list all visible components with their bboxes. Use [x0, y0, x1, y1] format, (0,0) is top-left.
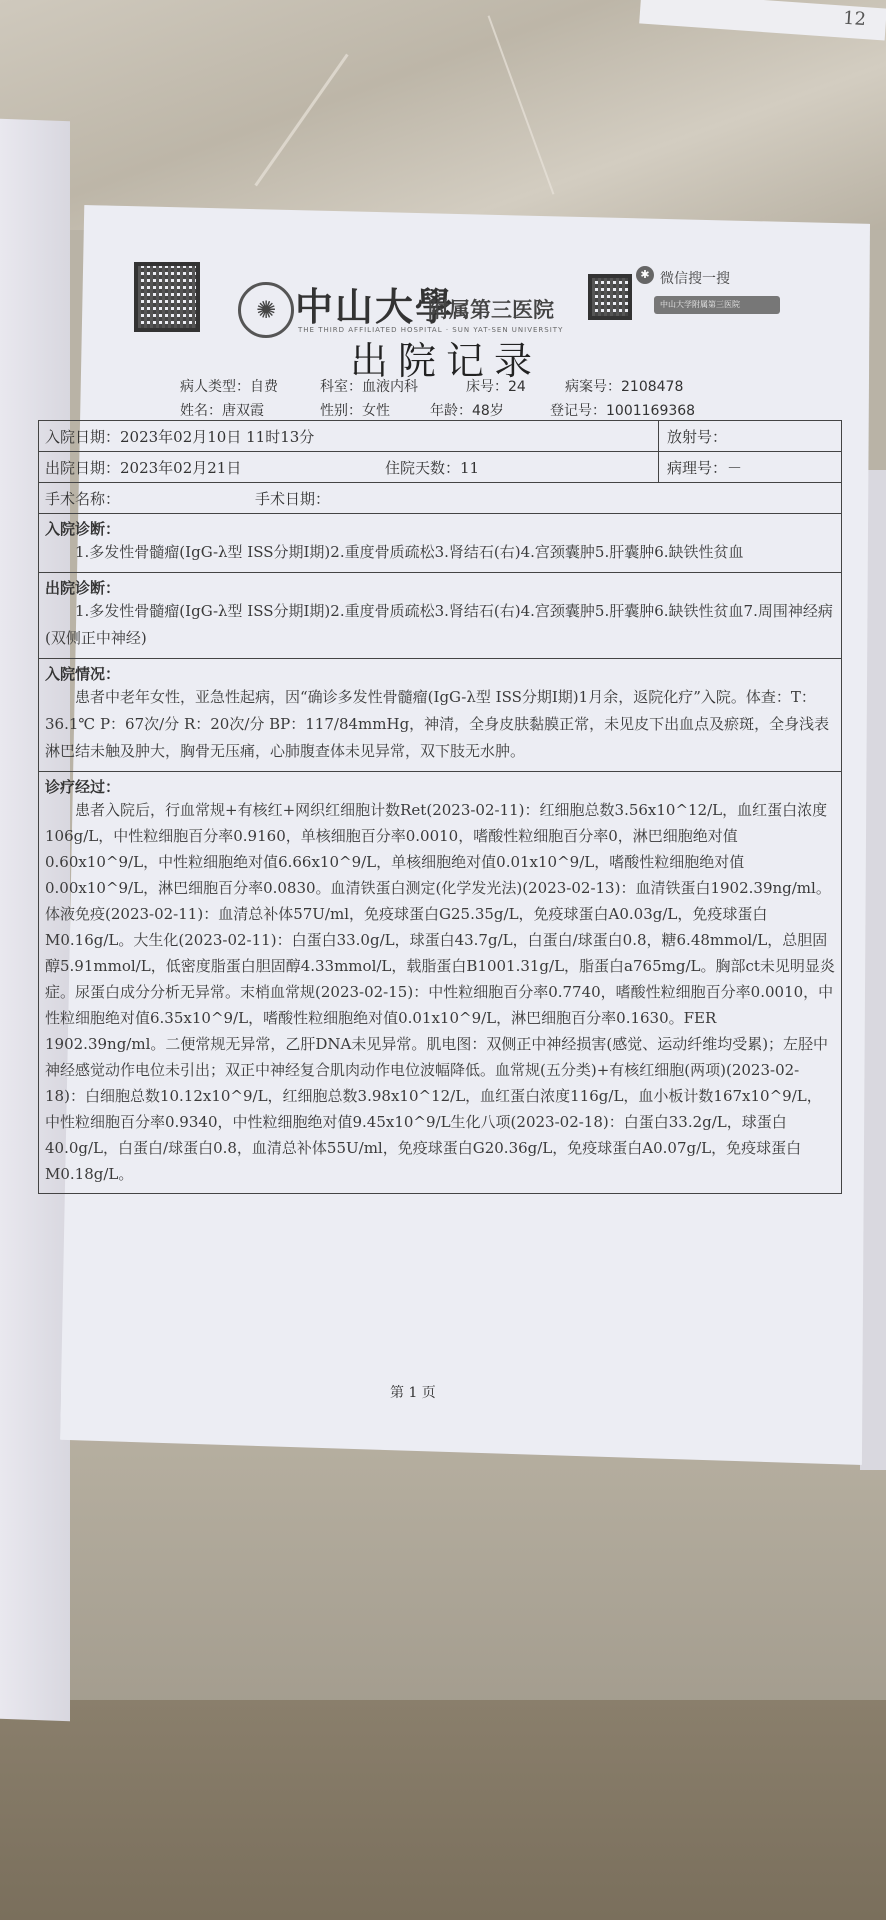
- treatment-course-heading: 诊疗经过：: [45, 778, 121, 796]
- treatment-course: [39, 772, 841, 1193]
- table-surface-top: [0, 0, 886, 230]
- handwriting: 12: [842, 7, 867, 31]
- admission-status-heading: 入院情况：: [45, 665, 121, 683]
- discharge-date: 出院日期：2023年02月21日: [45, 458, 242, 477]
- discharge-row: [39, 452, 841, 483]
- admission-diagnosis-body: 1.多发性骨髓瘤(IgG-λ型 ISS分期Ⅰ期)2.重度骨质疏松3.肾结石(右)4.宫颈囊肿5.肝囊肿6.缺铁性贫血: [75, 543, 744, 561]
- patient-type: 病人类型：自费: [180, 379, 278, 395]
- bed-number: 床号：24: [466, 379, 526, 395]
- record-table: [38, 420, 842, 1194]
- discharge-diagnosis-heading: 出院诊断：: [45, 579, 121, 597]
- treatment-course-body: 患者入院后，行血常规+有核红+网织红细胞计数Ret(2023-02-11)：红细胞总数3.56x10^12/L，血红蛋白浓度106g/L，中性粒细胞百分率0.9160，单核细胞百分率0.0010，嗜酸性粒细胞百分率0，淋巴细胞绝对值0.60x10^9/L，中性粒细胞绝对值6.66x10^9/L，单核细胞绝对值0.01x10^9/L，嗜酸性粒细胞绝对值0.00x10^9/L，淋巴细胞百分率0.0830。血清铁蛋白测定(化学发光法)(2023-02-13)：血清铁蛋白1902.39ng/ml。体液免疫(2023-02-11)：血清总补体57U/ml，免疫球蛋白G25.35g/L，免疫球蛋白A0.03g/L，免疫球蛋白M0.16g/L。大生化(2023-02-11)：白蛋白33.0g/L，球蛋白43.7g/L，白蛋白/球蛋白0.8，糖6.48mmol/L，总胆固醇5.91mmol/L，低密度脂蛋白胆固醇4.33mmol/L，载脂蛋白B1001.31g/L，脂蛋白a765mg/L。胸部ct未见明显炎症。尿蛋白成分分析无异常。末梢血常规(2023-02-15)：中性粒细胞百分率0.7740，嗜酸性粒细胞百分率0.0010，中性粒细胞绝对值6.35x10^9/L，嗜酸性粒细胞绝对值0.01x10^9/L，淋巴细胞百分率0.1630。FER 1902.39ng/ml。二便常规无异常，乙肝DNA未见异常。肌电图：双侧正中神经损害(感觉、运动纤维均受累)；左胫中神经感觉动作电位未引出；双正中神经复合肌肉动作电位波幅降低。血常规(五分类)+有核红细胞(两项)(2023-02-18)：白细胞总数10.12x10^9/L，红细胞总数3.98x10^12/L，血红蛋白浓度116g/L，血小板计数167x10^9/L，中性粒细胞百分率0.9340，中性粒细胞绝对值9.45x10^9/L生化八项(2023-02-18)：白蛋白33.2g/L，球蛋白40.0g/L，白蛋白/球蛋白0.8，血清总补体55U/ml，免疫球蛋白G20.36g/L，免疫球蛋白A0.07g/L，免疫球蛋白M0.18g/L。: [45, 801, 835, 1183]
- hospital-logo-icon: ✺: [238, 282, 294, 338]
- admission-diagnosis-heading: 入院诊断：: [45, 520, 121, 538]
- page-title: 出院记录: [350, 339, 543, 383]
- qr-code-right: [588, 274, 632, 320]
- admission-status: [39, 659, 841, 772]
- discharge-diagnosis: [39, 573, 841, 659]
- surgery-date: 手术日期：: [255, 489, 331, 508]
- admission-diagnosis: [39, 514, 841, 573]
- case-number: 病案号：2108478: [565, 379, 684, 395]
- page-number: 第 1 页: [390, 1385, 436, 1401]
- pathology-number: 病理号：－: [658, 452, 841, 482]
- patient-name: 姓名：唐双霞: [180, 403, 264, 419]
- registration-number: 登记号：1001169368: [550, 403, 696, 419]
- surgery-name: 手术名称：: [45, 489, 121, 508]
- surgery-row: [39, 483, 841, 514]
- patient-age: 年龄：48岁: [430, 403, 504, 419]
- affiliate-english: THE THIRD AFFILIATED HOSPITAL · SUN YAT-SEN UNIVERSITY: [298, 326, 564, 334]
- qr-code-left: [134, 262, 200, 332]
- wechat-search-box: 中山大学附属第三医院: [654, 296, 780, 314]
- radiology-number: 放射号：: [658, 421, 841, 451]
- department: 科室：血液内科: [320, 379, 418, 395]
- affiliate-name: 附属第三医院: [428, 297, 554, 322]
- stay-days: 住院天数：11: [385, 458, 480, 477]
- wechat-search-icon: ✱: [636, 266, 654, 284]
- patient-gender: 性别：女性: [320, 403, 390, 419]
- admission-status-body: 患者中老年女性，亚急性起病，因“确诊多发性骨髓瘤(IgG-λ型 ISS分期Ⅰ期)1月余，返院化疗”入院。体查：T：36.1℃ P：67次/分 R：20次/分 BP：117/84mmHg，神清，全身皮肤黏膜正常，未见皮下出血点及瘀斑，全身浅表淋巴结未触及肿大，胸骨无压痛，心肺腹查体未见异常，双下肢无水肿。: [45, 688, 830, 760]
- discharge-diagnosis-body: 1.多发性骨髓瘤(IgG-λ型 ISS分期Ⅰ期)2.重度骨质疏松3.肾结石(右)4.宫颈囊肿5.肝囊肿6.缺铁性贫血7.周围神经病(双侧正中神经): [45, 602, 833, 647]
- wechat-search-label: 微信搜一搜: [660, 271, 730, 287]
- admit-date: 入院日期：2023年02月10日 11时13分: [45, 427, 315, 446]
- admit-row: [39, 421, 841, 452]
- floor: [0, 1700, 886, 1920]
- university-name: 中山大學: [295, 284, 456, 329]
